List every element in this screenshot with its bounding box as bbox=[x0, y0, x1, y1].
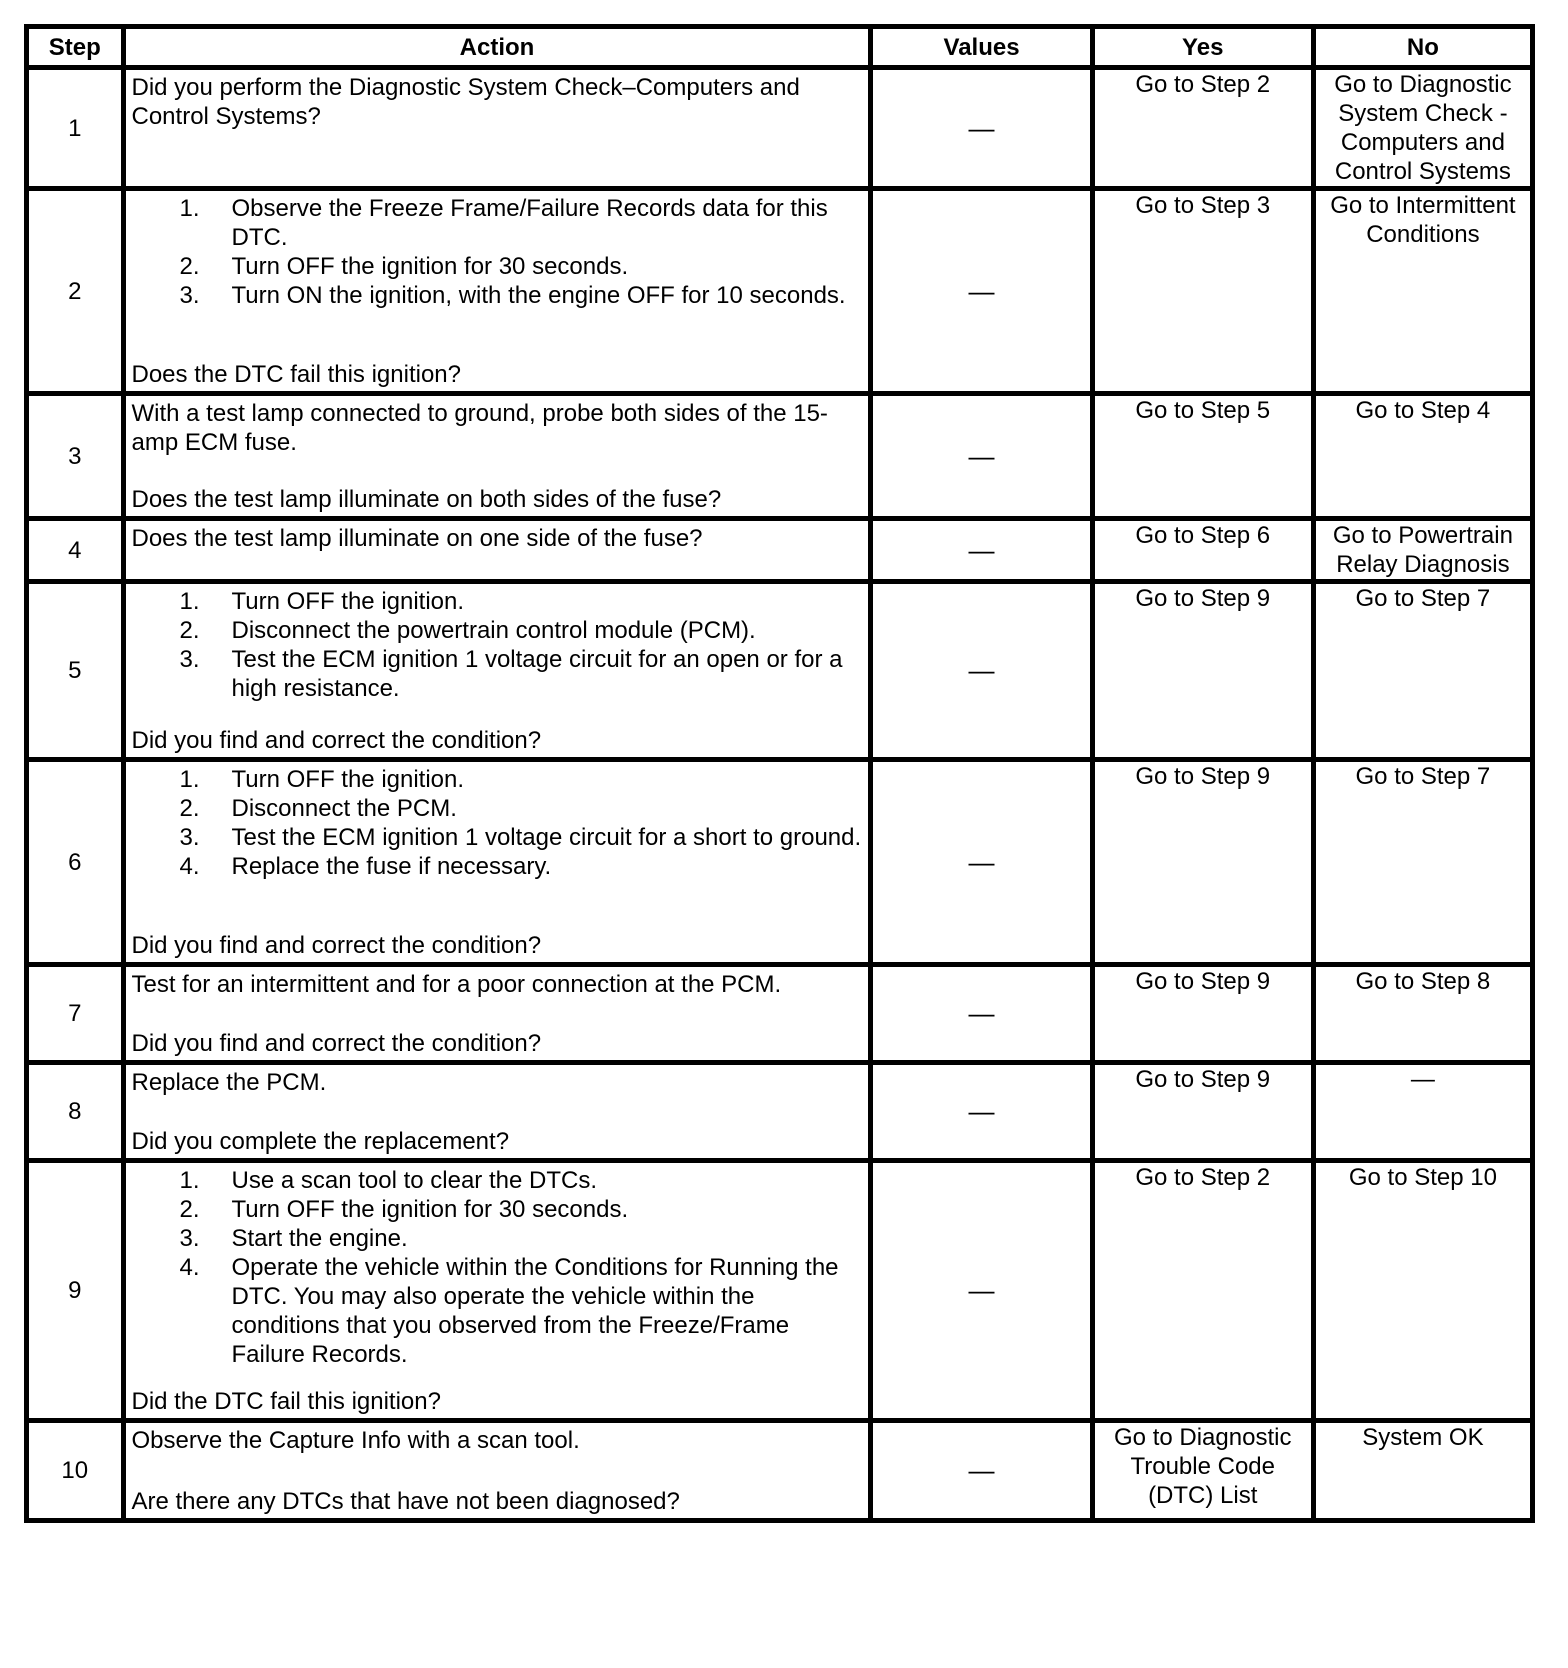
action-step-number: 2. bbox=[179, 1196, 200, 1223]
table-row bbox=[27, 189, 1533, 394]
header-step: Step bbox=[27, 27, 124, 68]
action-step-item bbox=[132, 794, 863, 823]
values-cell: — bbox=[871, 760, 1092, 965]
action-cell bbox=[123, 1063, 871, 1161]
action-step-text: Turn OFF the ignition for 30 seconds. bbox=[231, 1196, 629, 1223]
action-step-number: 2. bbox=[179, 617, 200, 644]
action-steps-list bbox=[132, 194, 863, 310]
action-step-number: 3. bbox=[179, 282, 200, 309]
action-step-text: Observe the Freeze Frame/Failure Records data for this DTC. bbox=[231, 195, 828, 251]
action-question: Are there any DTCs that have not been diagnosed? bbox=[131, 1488, 680, 1515]
action-body bbox=[132, 73, 863, 131]
table-row bbox=[27, 68, 1533, 189]
action-step-number: 1. bbox=[179, 766, 200, 793]
action-body bbox=[132, 1166, 863, 1369]
step-number: 4 bbox=[27, 519, 124, 582]
action-question: Does the DTC fail this ignition? bbox=[131, 361, 461, 388]
values-cell: — bbox=[871, 189, 1092, 394]
action-steps-list bbox=[132, 765, 863, 881]
action-text: Test for an intermittent and for a poor connection at the PCM. bbox=[131, 971, 782, 998]
action-body bbox=[132, 194, 863, 310]
yes-result: Go to Step 9 bbox=[1092, 582, 1313, 760]
action-cell bbox=[123, 519, 871, 582]
action-content bbox=[126, 1065, 869, 1158]
step-number: 6 bbox=[27, 760, 124, 965]
action-step-text: Turn ON the ignition, with the engine OFF for 10 seconds. bbox=[231, 282, 846, 309]
action-body bbox=[132, 399, 863, 457]
header-no: No bbox=[1313, 27, 1532, 68]
step-number: 9 bbox=[27, 1161, 124, 1421]
action-text: Does the test lamp illuminate on one side of the fuse? bbox=[131, 525, 703, 552]
action-step-text: Turn OFF the ignition for 30 seconds. bbox=[231, 253, 629, 280]
values-cell: — bbox=[871, 1063, 1092, 1161]
header-action: Action bbox=[123, 27, 871, 68]
action-step-item bbox=[132, 616, 863, 645]
action-cell bbox=[123, 965, 871, 1063]
action-step-item bbox=[132, 1195, 863, 1224]
values-cell: — bbox=[871, 1161, 1092, 1421]
action-cell bbox=[123, 394, 871, 519]
action-steps-list bbox=[132, 587, 863, 703]
no-result: Go to Step 7 bbox=[1313, 760, 1532, 965]
action-text: Did you perform the Diagnostic System Check–Computers and Control Systems? bbox=[131, 74, 800, 130]
no-result: Go to Step 10 bbox=[1313, 1161, 1532, 1421]
action-step-item bbox=[132, 852, 863, 881]
action-body bbox=[132, 524, 863, 553]
header-row bbox=[27, 27, 1533, 68]
yes-result: Go to Step 9 bbox=[1092, 1063, 1313, 1161]
action-step-item bbox=[132, 587, 863, 616]
action-cell bbox=[123, 189, 871, 394]
header-yes: Yes bbox=[1092, 27, 1313, 68]
no-result: Go to Diagnostic System Check - Computers and Control Systems bbox=[1313, 68, 1532, 189]
action-body bbox=[132, 765, 863, 881]
action-step-text: Disconnect the PCM. bbox=[231, 795, 457, 822]
header-values: Values bbox=[871, 27, 1092, 68]
action-question: Did you find and correct the condition? bbox=[131, 932, 542, 959]
action-step-item bbox=[132, 1253, 863, 1369]
values-cell: — bbox=[871, 68, 1092, 189]
step-number: 10 bbox=[27, 1421, 124, 1521]
action-steps-list bbox=[132, 1166, 863, 1369]
action-step-item bbox=[132, 1224, 863, 1253]
values-cell: — bbox=[871, 1421, 1092, 1521]
table-row bbox=[27, 965, 1533, 1063]
action-step-text: Operate the vehicle within the Conditions for Running the DTC. You may also operate the vehicle within the conditions that you observed from the Freeze/Frame Failure Records. bbox=[231, 1254, 839, 1368]
action-body bbox=[132, 1068, 863, 1097]
action-cell bbox=[123, 68, 871, 189]
action-cell bbox=[123, 1421, 871, 1521]
yes-result: Go to Step 9 bbox=[1092, 965, 1313, 1063]
step-number: 1 bbox=[27, 68, 124, 189]
no-result: Go to Step 4 bbox=[1313, 394, 1532, 519]
action-question: Did the DTC fail this ignition? bbox=[131, 1388, 441, 1415]
table-row bbox=[27, 1421, 1533, 1521]
action-content bbox=[126, 70, 869, 179]
action-question: Did you complete the replacement? bbox=[131, 1128, 510, 1155]
action-step-text: Disconnect the powertrain control module (PCM). bbox=[231, 617, 756, 644]
no-result: — bbox=[1313, 1063, 1532, 1161]
action-step-number: 4. bbox=[179, 1254, 200, 1281]
values-cell: — bbox=[871, 394, 1092, 519]
yes-result: Go to Step 5 bbox=[1092, 394, 1313, 519]
action-text: Replace the PCM. bbox=[131, 1069, 327, 1096]
action-content bbox=[126, 521, 869, 576]
values-cell: — bbox=[871, 519, 1092, 582]
table-row bbox=[27, 1063, 1533, 1161]
action-body bbox=[132, 1426, 863, 1455]
table-row bbox=[27, 394, 1533, 519]
action-step-text: Test the ECM ignition 1 voltage circuit for a short to ground. bbox=[231, 824, 862, 851]
action-step-number: 2. bbox=[179, 253, 200, 280]
diagnostic-table bbox=[24, 24, 1535, 1523]
action-step-text: Replace the fuse if necessary. bbox=[231, 853, 552, 880]
action-cell bbox=[123, 1161, 871, 1421]
action-question: Does the test lamp illuminate on both sides of the fuse? bbox=[131, 486, 722, 513]
action-step-number: 1. bbox=[179, 195, 200, 222]
action-question: Did you find and correct the condition? bbox=[131, 727, 542, 754]
action-content bbox=[126, 967, 869, 1060]
table-row bbox=[27, 1161, 1533, 1421]
action-step-number: 4. bbox=[179, 853, 200, 880]
action-step-number: 3. bbox=[179, 1225, 200, 1252]
action-step-item bbox=[132, 1166, 863, 1195]
action-question: Did you find and correct the condition? bbox=[131, 1030, 542, 1057]
action-content bbox=[126, 1423, 869, 1518]
values-cell: — bbox=[871, 965, 1092, 1063]
no-result: Go to Powertrain Relay Diagnosis bbox=[1313, 519, 1532, 582]
action-step-item bbox=[132, 765, 863, 794]
action-content bbox=[126, 191, 869, 391]
action-content bbox=[126, 584, 869, 757]
action-step-number: 1. bbox=[179, 588, 200, 615]
action-step-item bbox=[132, 645, 863, 703]
yes-result: Go to Step 3 bbox=[1092, 189, 1313, 394]
action-text: With a test lamp connected to ground, probe both sides of the 15-amp ECM fuse. bbox=[131, 400, 828, 456]
table-row bbox=[27, 760, 1533, 965]
action-step-text: Test the ECM ignition 1 voltage circuit for an open or for a high resistance. bbox=[231, 646, 843, 702]
no-result: System OK bbox=[1313, 1421, 1532, 1521]
step-number: 5 bbox=[27, 582, 124, 760]
yes-result: Go to Diagnostic Trouble Code (DTC) List bbox=[1092, 1421, 1313, 1521]
action-step-text: Turn OFF the ignition. bbox=[231, 588, 465, 615]
action-body bbox=[132, 970, 863, 999]
no-result: Go to Intermittent Conditions bbox=[1313, 189, 1532, 394]
values-cell: — bbox=[871, 582, 1092, 760]
yes-result: Go to Step 2 bbox=[1092, 68, 1313, 189]
action-step-item bbox=[132, 252, 863, 281]
action-step-text: Use a scan tool to clear the DTCs. bbox=[231, 1167, 597, 1194]
action-step-text: Turn OFF the ignition. bbox=[231, 766, 465, 793]
action-content bbox=[126, 396, 869, 516]
action-step-number: 1. bbox=[179, 1167, 200, 1194]
step-number: 3 bbox=[27, 394, 124, 519]
action-step-number: 3. bbox=[179, 824, 200, 851]
action-body bbox=[132, 587, 863, 703]
no-result: Go to Step 7 bbox=[1313, 582, 1532, 760]
yes-result: Go to Step 6 bbox=[1092, 519, 1313, 582]
action-content bbox=[126, 1163, 869, 1418]
yes-result: Go to Step 9 bbox=[1092, 760, 1313, 965]
table-body bbox=[27, 68, 1533, 1521]
action-text: Observe the Capture Info with a scan tool. bbox=[131, 1427, 580, 1454]
action-step-text: Start the engine. bbox=[231, 1225, 408, 1252]
action-step-item bbox=[132, 281, 863, 310]
yes-result: Go to Step 2 bbox=[1092, 1161, 1313, 1421]
step-number: 2 bbox=[27, 189, 124, 394]
no-result: Go to Step 8 bbox=[1313, 965, 1532, 1063]
action-content bbox=[126, 762, 869, 962]
table-row bbox=[27, 519, 1533, 582]
action-step-item bbox=[132, 194, 863, 252]
step-number: 7 bbox=[27, 965, 124, 1063]
table-row bbox=[27, 582, 1533, 760]
action-step-item bbox=[132, 823, 863, 852]
action-cell bbox=[123, 760, 871, 965]
action-cell bbox=[123, 582, 871, 760]
action-step-number: 2. bbox=[179, 795, 200, 822]
step-number: 8 bbox=[27, 1063, 124, 1161]
action-step-number: 3. bbox=[179, 646, 200, 673]
